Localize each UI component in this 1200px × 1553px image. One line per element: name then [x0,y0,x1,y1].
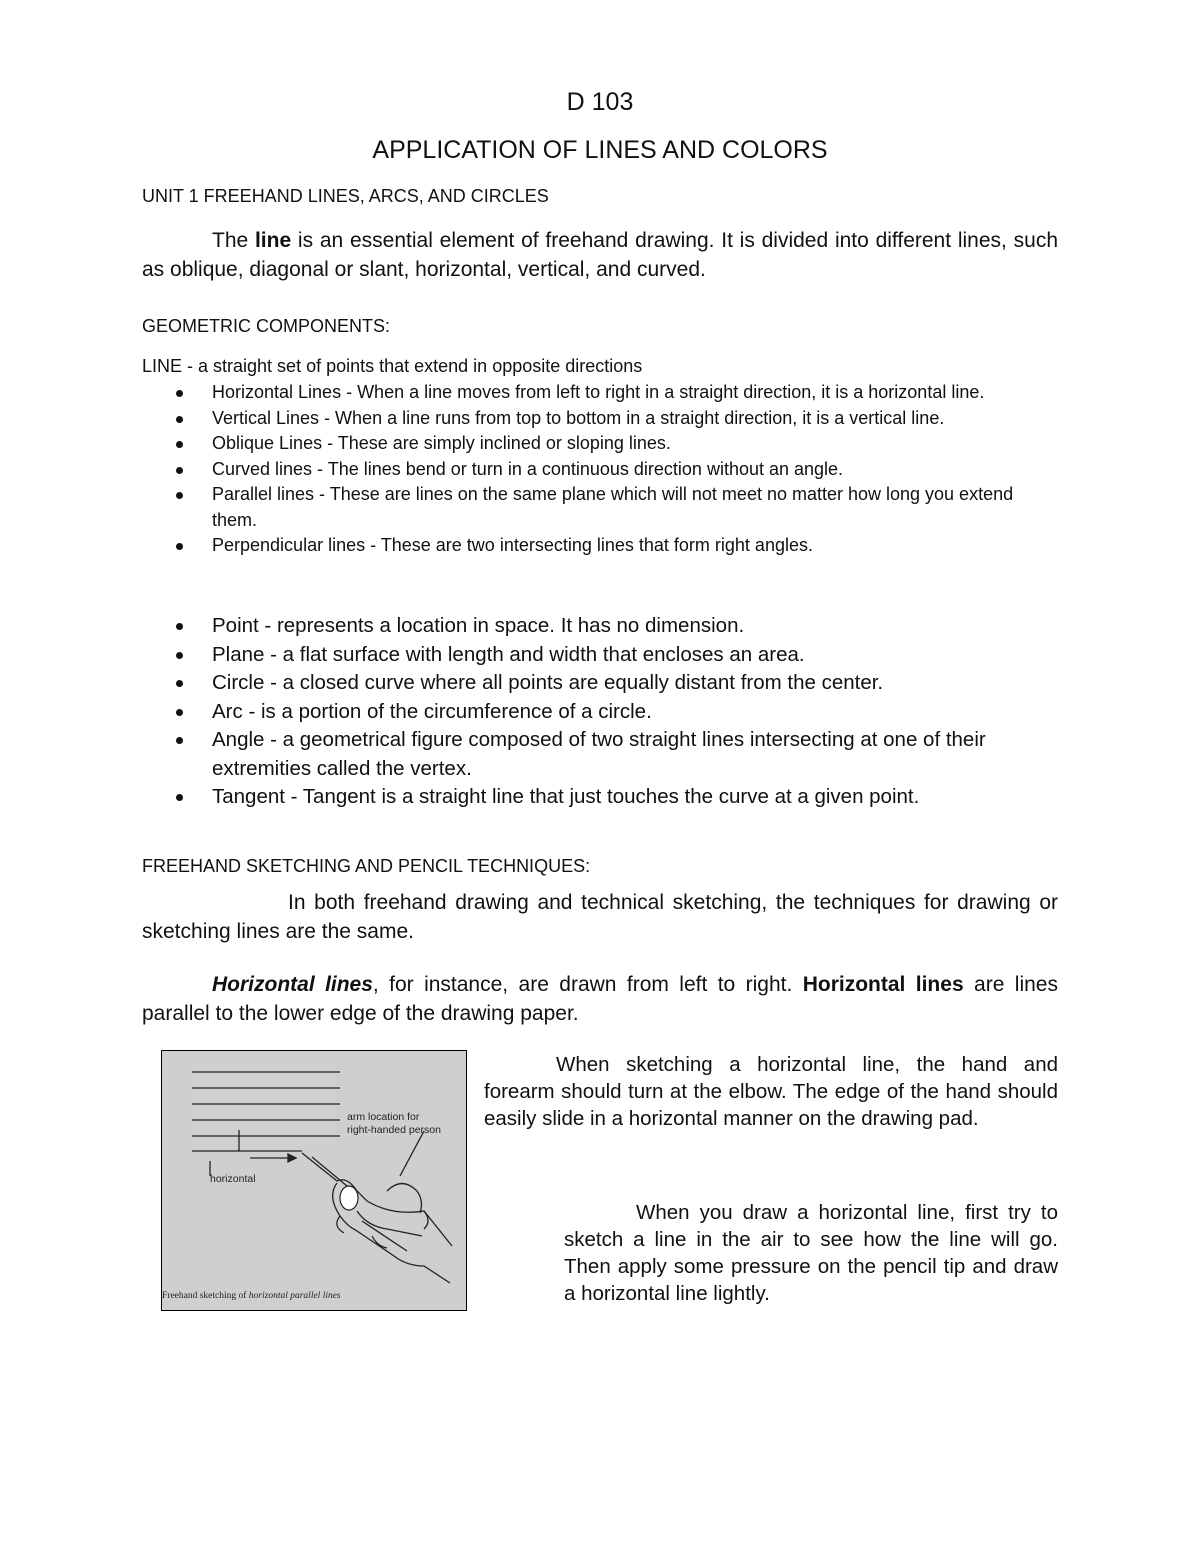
sketching-heading: FREEHAND SKETCHING AND PENCIL TECHNIQUES: [142,856,591,876]
horizontal-sketch-paragraph: When sketching a horizontal line, the hand and forearm should turn at the elbow. The edge of the hand should easily slide in a horizontal manner on the drawing pad. [484,1053,1058,1130]
list-item: Perpendicular lines - These are two intersecting lines that form right angles. [142,533,1062,559]
list-item: Vertical Lines - When a line runs from top to bottom in a straight direction, it is a vertical line. [142,406,1062,432]
figure-caption: Freehand sketching of horizontal parallel lines [162,1291,341,1301]
list-item: Curved lines - The lines bend or turn in a continuous direction without an angle. [142,457,1062,483]
horizontal-label: horizontal [210,1173,256,1185]
geometric-components-list [142,612,1062,812]
horizontal-lines-term-bold: Horizontal lines [802,973,964,996]
list-item: Circle - a closed curve where all points are equally distant from the center. [142,669,1062,698]
intro-paragraph: The line is an essential element of freehand drawing. It is divided into different lines, such as oblique, diagonal or slant, horizontal, vertical, and curved. [142,229,1058,281]
unit-heading: UNIT 1 FREEHAND LINES, ARCS, AND CIRCLES [142,186,549,206]
intro-bold-term: line [254,229,292,252]
list-item: Point - represents a location in space. It has no dimension. [142,612,1062,641]
list-item: Angle - a geometrical figure composed of two straight lines intersecting at one of their extremities called the vertex. [142,726,1062,783]
list-item: Tangent - Tangent is a straight line that just touches the curve at a given point. [142,783,1062,812]
horizontal-lines-term: Horizontal lines [212,973,373,996]
horizontal-lines-figure [161,1050,467,1311]
geometric-components-heading: GEOMETRIC COMPONENTS: [142,316,391,336]
air-sketch-paragraph: When you draw a horizontal line, first try to sketch a line in the air to see how the line will go. Then apply some pressure on the pencil tip and draw a horizontal line lightly. [564,1201,1058,1305]
document-title: APPLICATION OF LINES AND COLORS [372,136,828,164]
sketching-paragraph: In both freehand drawing and technical sketching, the techniques for drawing or sketching lines are the same. [142,891,1058,943]
hand-sketch-illustration [162,1051,466,1310]
document-code: D 103 [566,88,634,116]
horizontal-lines-paragraph: Horizontal lines, for instance, are drawn from left to right. Horizontal lines are lines parallel to the lower edge of the drawing paper. [142,973,1058,1025]
arm-location-label-line2: right-handed person [347,1124,441,1136]
line-definition: LINE - a straight set of points that extend in opposite directions [142,356,643,376]
line-types-list [142,380,1062,559]
list-item: Plane - a flat surface with length and width that encloses an area. [142,641,1062,670]
list-item: Arc - is a portion of the circumference of a circle. [142,698,1062,727]
arm-location-label: arm location for [347,1111,420,1123]
list-item: Oblique Lines - These are simply inclined or sloping lines. [142,431,1062,457]
list-item: Parallel lines - These are lines on the same plane which will not meet no matter how long you extend them. [142,482,1062,533]
list-item: Horizontal Lines - When a line moves from left to right in a straight direction, it is a horizontal line. [142,380,1062,406]
